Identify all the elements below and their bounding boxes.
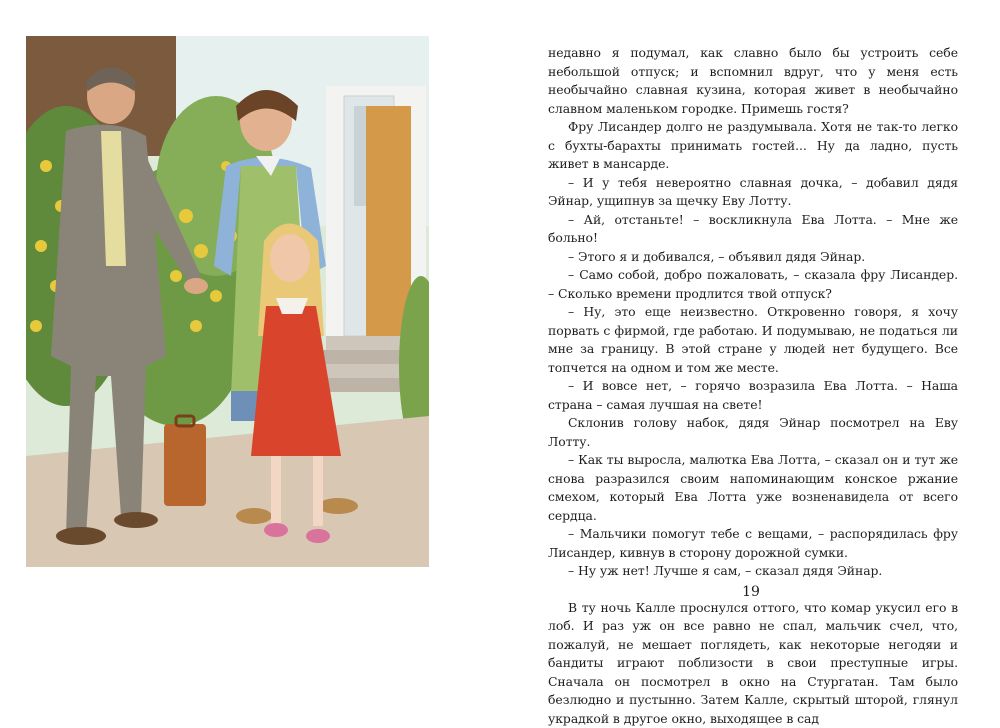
paragraph: – Ну уж нет! Лучше я сам, – сказал дядя Эйнар. — [548, 562, 958, 581]
paragraph: – И у тебя невероятно славная дочка, – добавил дядя Эйнар, ущипнув за щечку Еву Лотту. — [548, 174, 958, 211]
paragraph: – Ну, это еще неизвестно. Откровенно говоря, я хочу порвать с фирмой, где работаю. И подумываю, не податься ли мне за границу. В этой стране у людей нет будущего. Все топчется на одном и том же месте. — [548, 303, 958, 377]
paragraph: – Само собой, добро пожаловать, – сказала фру Лисандер. – Сколько времени продлится твой отпуск? — [548, 266, 958, 303]
open-door-interior — [366, 106, 411, 341]
paragraph: – Мальчики помогут тебе с вещами, – распорядилась фру Лисандер, кивнув в сторону дорожной сумки. — [548, 525, 958, 562]
paragraph: – Как ты выросла, малютка Ева Лотта, – сказал он и тут же снова разразился своим напоминающим конское ржание смехом, который Ева Лотта уже возненавидела от всего сердца. — [548, 451, 958, 525]
book-illustration — [26, 36, 429, 567]
paragraph: В ту ночь Калле проснулся оттого, что комар укусил его в лоб. И раз уж он все равно не спал, мальчик счел, что, пожалуй, не мешает поглядеть, как некоторые негодяи и бандиты играют поблизости в свои преступные игры. Сначала он посмотрел в окно на Стургатан. Там было безлюдно и пустынно. Затем Калле, скрытый шторой, глянул украдкой в другое окно, выходящее в сад — [548, 599, 958, 728]
text-column — [548, 44, 958, 728]
paragraph: – Этого я и добивался, – объявил дядя Эйнар. — [548, 248, 958, 267]
suitcase — [164, 424, 206, 506]
paragraph: недавно я подумал, как славно было бы устроить себе небольшой отпуск; и вспомнил вдруг, что у меня есть необычайно славная кузина, которая живет в необычайно славном маленьком городке. Примешь гостя? — [548, 44, 958, 118]
page-number: 19 — [731, 584, 771, 600]
paragraph: – И вовсе нет, – горячо возразила Ева Лотта. – Наша страна – самая лучшая на свете! — [548, 377, 958, 414]
paragraph: – Ай, отстаньте! – воскликнула Ева Лотта. – Мне же больно! — [548, 211, 958, 248]
paragraph: Фру Лисандер долго не раздумывала. Хотя не так-то легко с бухты-барахты принимать гостей... Ну да ладно, пусть живет в мансарде. — [548, 118, 958, 174]
paragraph: Склонив голову набок, дядя Эйнар посмотрел на Еву Лотту. — [548, 414, 958, 451]
